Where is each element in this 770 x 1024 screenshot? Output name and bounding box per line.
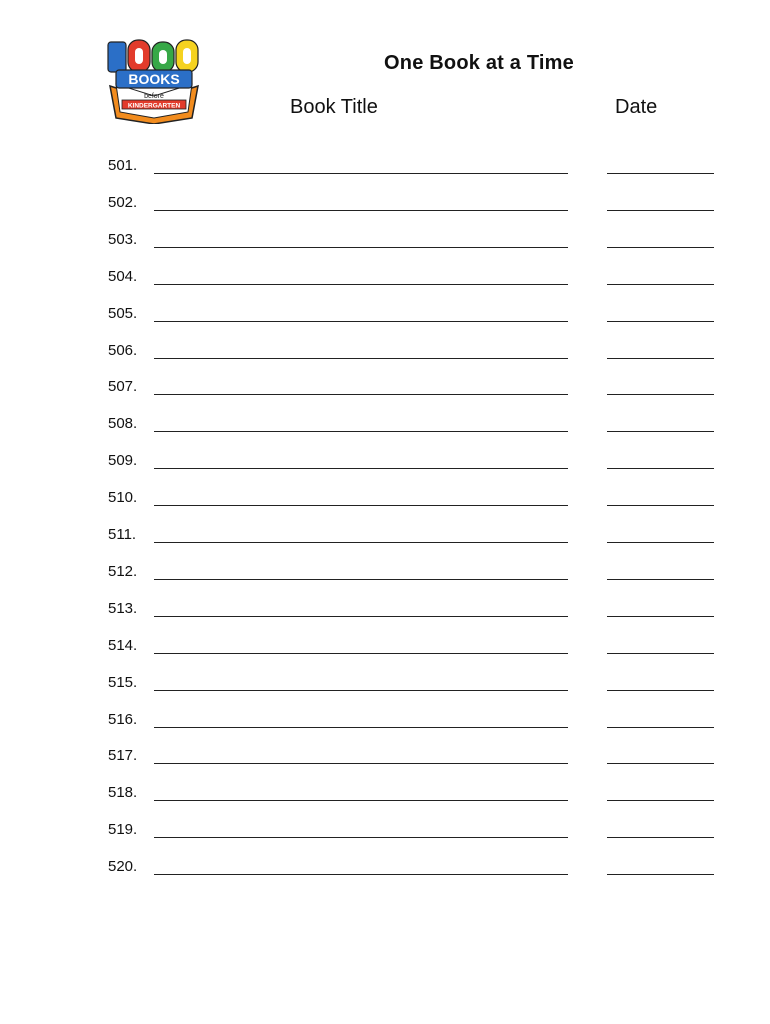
log-row [0,339,770,376]
date-blank-line[interactable] [607,800,714,801]
date-blank-line[interactable] [607,505,714,506]
date-blank-line[interactable] [607,247,714,248]
book-title-blank-line[interactable] [154,394,568,395]
logo-1000-books-before-kindergarten [104,38,204,124]
log-row [0,265,770,302]
date-blank-line[interactable] [607,284,714,285]
log-row [0,560,770,597]
date-column-header: Date [615,96,658,118]
date-blank-line[interactable] [607,358,714,359]
row-number: 520. [108,858,138,876]
book-title-blank-line[interactable] [154,247,568,248]
date-blank-line[interactable] [607,653,714,654]
row-number: 510. [108,489,138,507]
book-title-blank-line[interactable] [154,653,568,654]
date-blank-line[interactable] [607,690,714,691]
book-title-blank-line[interactable] [154,874,568,875]
row-number: 517. [108,747,138,765]
date-blank-line[interactable] [607,394,714,395]
date-blank-line[interactable] [607,616,714,617]
book-title-blank-line[interactable] [154,468,568,469]
book-title-blank-line[interactable] [154,210,568,211]
log-row [0,634,770,671]
log-row [0,671,770,708]
row-number: 519. [108,821,138,839]
row-number: 518. [108,784,138,802]
log-row [0,191,770,228]
book-title-blank-line[interactable] [154,800,568,801]
book-title-blank-line[interactable] [154,690,568,691]
book-title-blank-line[interactable] [154,284,568,285]
book-title-blank-line[interactable] [154,542,568,543]
log-row [0,228,770,265]
book-title-blank-line[interactable] [154,431,568,432]
row-number: 514. [108,636,138,654]
row-number: 502. [108,193,138,211]
book-title-blank-line[interactable] [154,763,568,764]
date-blank-line[interactable] [607,874,714,875]
book-title-blank-line[interactable] [154,321,568,322]
log-row [0,523,770,560]
row-number: 505. [108,304,138,322]
book-title-column-header: Book Title [290,96,378,118]
row-number: 515. [108,673,138,691]
date-blank-line[interactable] [607,727,714,728]
date-blank-line[interactable] [607,542,714,543]
date-blank-line[interactable] [607,837,714,838]
date-blank-line[interactable] [607,431,714,432]
log-row [0,781,770,818]
log-row [0,744,770,781]
book-title-blank-line[interactable] [154,727,568,728]
log-row [0,597,770,634]
date-blank-line[interactable] [607,468,714,469]
book-title-blank-line[interactable] [154,505,568,506]
book-title-blank-line[interactable] [154,173,568,174]
row-number: 504. [108,267,138,285]
svg-text:before: before [144,93,164,100]
row-number: 516. [108,710,138,728]
row-number: 501. [108,157,138,174]
book-title-blank-line[interactable] [154,616,568,617]
log-row [0,818,770,855]
date-blank-line[interactable] [607,210,714,211]
book-title-blank-line[interactable] [154,358,568,359]
log-row [0,154,770,191]
row-number: 512. [108,562,138,580]
row-number: 506. [108,341,138,359]
svg-text:KINDERGARTEN: KINDERGARTEN [127,102,181,110]
svg-text:BOOKS: BOOKS [128,71,180,87]
row-number: 511. [108,526,137,543]
log-row [0,412,770,449]
row-number: 503. [108,230,138,248]
log-row [0,449,770,486]
row-number: 508. [108,415,138,433]
row-number: 507. [108,378,138,396]
book-title-blank-line[interactable] [154,837,568,838]
page-title: One Book at a Time [384,52,574,74]
book-title-blank-line[interactable] [154,579,568,580]
date-blank-line[interactable] [607,321,714,322]
row-number: 509. [108,452,138,470]
log-row [0,375,770,412]
date-blank-line[interactable] [607,173,714,174]
log-row [0,302,770,339]
log-row [0,855,770,892]
log-row [0,708,770,745]
date-blank-line[interactable] [607,763,714,764]
date-blank-line[interactable] [607,579,714,580]
row-number: 513. [108,599,138,617]
log-row [0,486,770,523]
